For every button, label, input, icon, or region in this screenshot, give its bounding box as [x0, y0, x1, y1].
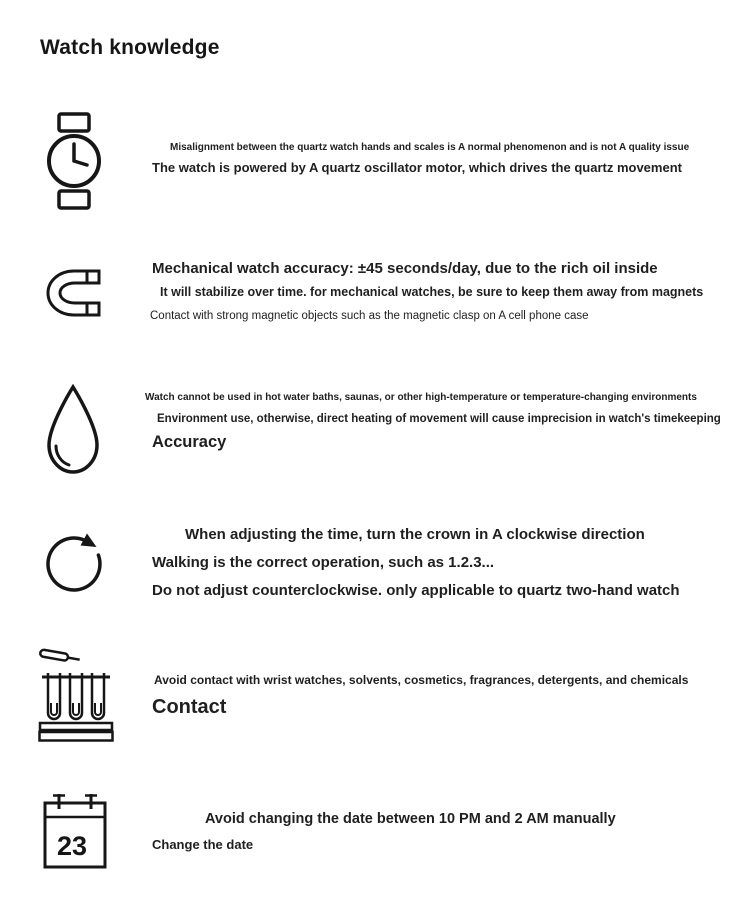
- section-chemical-contact: [0, 645, 750, 720]
- info-heading: Contact: [152, 696, 227, 718]
- info-line: The watch is powered by A quartz oscillator motor, which drives the quartz movement: [152, 159, 682, 175]
- section-crown-adjustment: [0, 520, 750, 600]
- info-line: Environment use, otherwise, direct heating of movement will cause imprecision in watch's timekeeping: [157, 412, 721, 425]
- section-temperature-accuracy: [0, 380, 750, 453]
- test-tubes-icon: [38, 647, 114, 743]
- info-line: Mechanical watch accuracy: ±45 seconds/day, due to the rich oil inside: [152, 260, 658, 277]
- info-line: Watch cannot be used in hot water baths, saunas, or other high-temperature or temperature-changing environments: [145, 392, 697, 403]
- calendar-day: 23: [57, 831, 88, 861]
- section-magnetism: [0, 255, 750, 324]
- info-line: Avoid contact with wrist watches, solvents, cosmetics, fragrances, detergents, and chemicals: [154, 673, 689, 687]
- info-line: Do not adjust counterclockwise. only applicable to quartz two-hand watch: [152, 581, 680, 599]
- section-quartz-movement: [0, 112, 750, 176]
- page-title: Watch knowledge: [40, 36, 220, 59]
- magnet-icon: [42, 263, 102, 323]
- info-line: Avoid changing the date between 10 PM and 2 AM manually: [205, 811, 616, 827]
- info-line: Walking is the correct operation, such as 1.2.3...: [152, 553, 495, 571]
- info-line: Contact with strong magnetic objects such as the magnetic clasp on A cell phone case: [150, 310, 589, 323]
- info-line: When adjusting the time, turn the crown in A clockwise direction: [185, 526, 645, 543]
- info-line: Misalignment between the quartz watch hands and scales is A normal phenomenon and is not A quality issue: [170, 142, 690, 153]
- clockwise-arrow-icon: [42, 524, 106, 596]
- calendar-icon: [42, 792, 108, 870]
- info-line: Change the date: [152, 837, 254, 853]
- wristwatch-icon: [42, 112, 106, 210]
- water-drop-icon: [42, 382, 104, 478]
- info-heading: Accuracy: [152, 432, 227, 451]
- info-line: It will stabilize over time. for mechanical watches, be sure to keep them away from magnets: [160, 284, 704, 299]
- section-date-change: [0, 790, 750, 861]
